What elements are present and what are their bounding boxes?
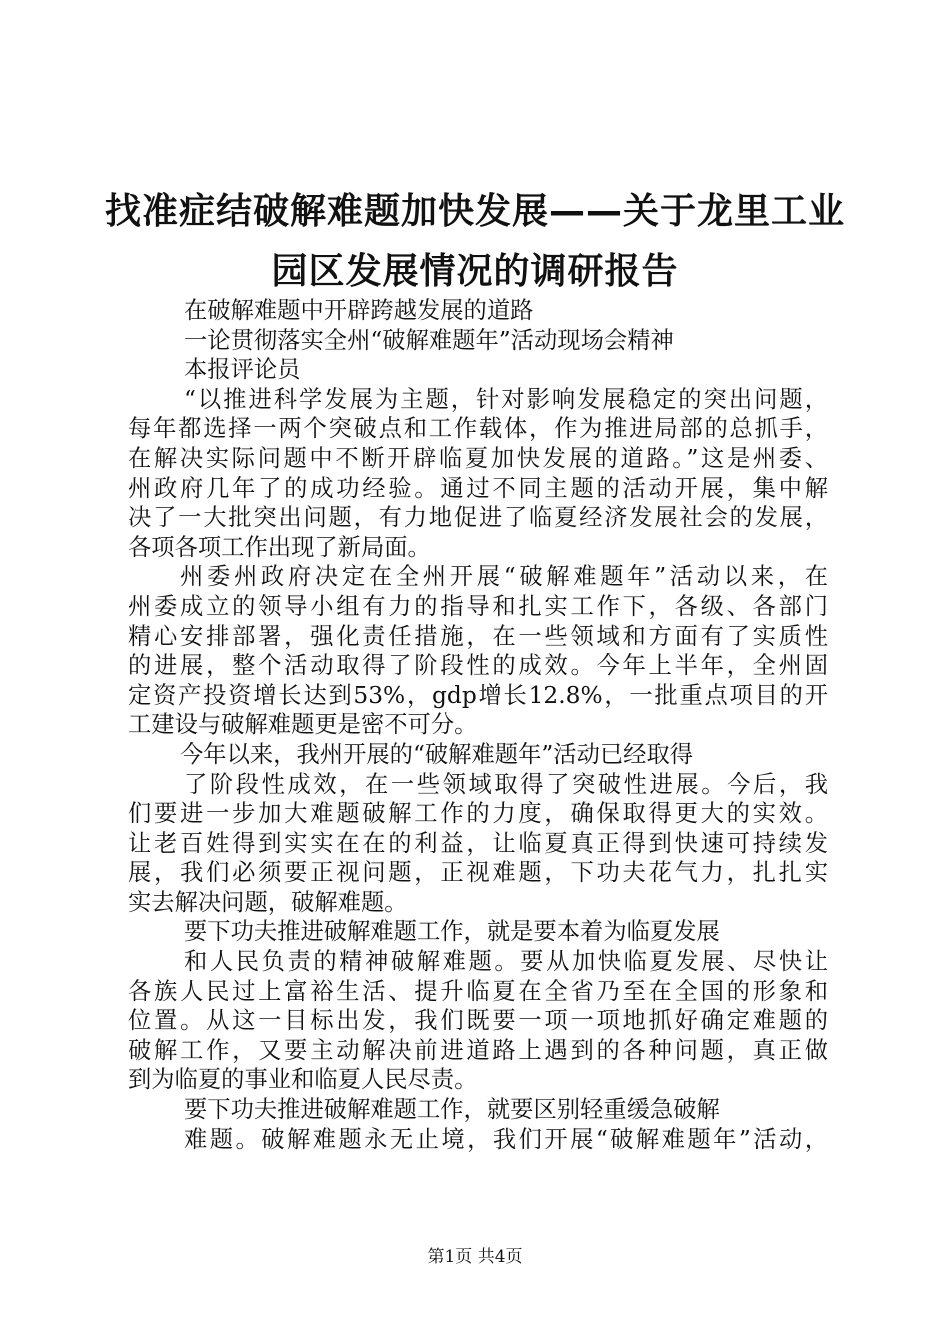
body-line: 破解工作，又要主动解决前进道路上遇到的各种问题，真正做	[128, 1036, 828, 1064]
body-line: 的进展，整个活动取得了阶段性的成效。今年上半年，全州固	[128, 652, 828, 680]
body-line: 和人民负责的精神破解难题。要从加快临夏发展、尽快让	[184, 948, 828, 976]
page-footer: 第1页 共4页	[427, 1247, 523, 1267]
body-line: 要下功夫推进破解难题工作，就是要本着为临夏发展	[184, 918, 720, 946]
subtitle-line: 一论贯彻落实全州“破解难题年”活动现场会精神	[184, 326, 674, 354]
body-line: “以推进科学发展为主题，针对影响发展稳定的突出问题，	[184, 385, 828, 413]
body-line: 精心安排部署，强化责任措施，在一些领域和方面有了实质性	[128, 622, 828, 650]
body-line: 难题。破解难题永无止境，我们开展“破解难题年”活动，	[184, 1125, 828, 1153]
document-title-line-1: 找准症结破解难题加快发展——关于龙里工业	[104, 191, 845, 232]
body-line: 定资产投资增长达到53%，gdp增长12.8%，一批重点项目的开	[128, 681, 828, 709]
body-line: 要下功夫推进破解难题工作，就要区别轻重缓急破解	[184, 1096, 720, 1124]
subtitle-line: 在破解难题中开辟跨越发展的道路	[184, 297, 534, 324]
body-line: 州委州政府决定在全州开展“破解难题年”活动以来，在	[180, 563, 828, 591]
body-line: 各族人民过上富裕生活、提升临夏在全省乃至在全国的形象和	[128, 977, 828, 1005]
byline: 本报评论员	[184, 356, 301, 384]
body-line: 今年以来，我州开展的“破解难题年”活动已经取得	[180, 740, 694, 768]
body-line: 每年都选择一两个突破点和工作载体，作为推进局部的总抓手，	[128, 415, 828, 443]
body-line: 州政府几年了的成功经验。通过不同主题的活动开展，集中解	[128, 474, 828, 502]
body-line: 实去解决问题，破解难题。	[128, 888, 408, 916]
body-line: 决了一大批突出问题，有力地促进了临夏经济发展社会的发展，	[128, 504, 828, 532]
document-title-line-2: 园区发展情况的调研报告	[271, 251, 679, 292]
document-body	[128, 296, 828, 1154]
body-line: 各项各项工作出现了新局面。	[128, 533, 431, 561]
body-line: 了阶段性成效，在一些领域取得了突破性进展。今后，我	[184, 770, 828, 798]
body-line: 到为临夏的事业和临夏人民尽责。	[128, 1066, 478, 1094]
body-line: 们要进一步加大难题破解工作的力度，确保取得更大的实效。	[128, 800, 828, 828]
body-line: 在解决实际问题中不断开辟临夏加快发展的道路。”这是州委、	[128, 444, 828, 472]
body-line: 位置。从这一目标出发，我们既要一项一项地抓好确定难题的	[128, 1007, 828, 1035]
body-line: 州委成立的领导小组有力的指导和扎实工作下，各级、各部门	[128, 592, 828, 620]
body-line: 工建设与破解难题更是密不可分。	[128, 711, 478, 739]
body-line: 让老百姓得到实实在在的利益，让临夏真正得到快速可持续发	[128, 829, 828, 857]
body-line: 展，我们必须要正视问题，正视难题，下功夫花气力，扎扎实	[128, 859, 828, 887]
